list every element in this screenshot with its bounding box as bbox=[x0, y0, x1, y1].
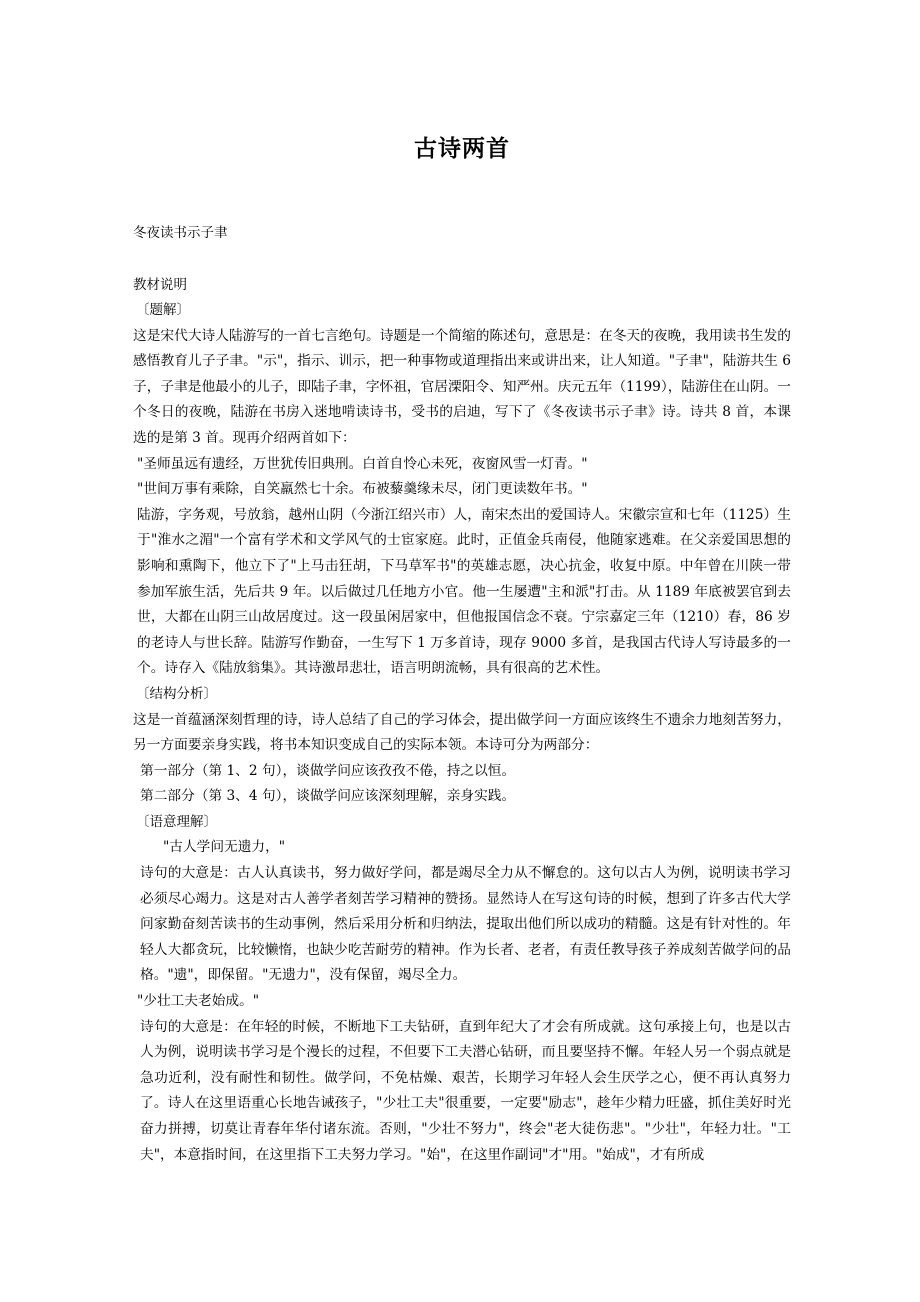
paragraph-explanation-1: 诗句的大意是：古人认真读书，努力做好学问，都是竭尽全力从不懈怠的。这句以古人为例，说明读书学习必须尽心竭力。这是对古人善学者刻苦学习精神的赞扬。显然诗人在写这句诗的时候，想到了许多古代大学问家勤奋刻苦读书的生动事例，然后采用分析和归纳法，提取出他们所以成功的精髓。这是有针对性的。年轻人大都贪玩，比较懒惰，也缺少吃苦耐劳的精神。作为长者、老者，有责任教导孩子养成刻苦做学问的品格。"遗"，即保留。"无遗力"，没有保留，竭尽全力。 bbox=[140, 865, 791, 984]
paragraph-tijie-biography: 陆游，字务观，号放翁，越州山阴（今浙江绍兴市）人，南宋杰出的爱国诗人。宋徽宗宣和七年（1125）生于"淮水之湄"一个富有学术和文学风气的士宦家庭。此时，正值金兵南侵，他随家逃难。在父亲爱国思想的影响和熏陶下，他立下了"上马击狂胡，下马草军书"的英雄志愿，决心抗金，收复中原。中年曾在川陕一带参加军旅生活，先后共 9 年。以后做过几任地方小官。他一生屡遭"主和派"打击。从 1189 年底被罢官到去世，大都在山阴三山故居度过。这一段虽闲居家中，但他报国信念不衰。宁宗嘉定三年（1210）春，86 岁的老诗人与世长辞。陆游写作勤奋，一生写下 1 万多首诗，现存 9000 多首，是我国古代诗人写诗最多的一个。诗存入《陆放翁集》。其诗激昂悲壮，语言明朗流畅，具有很高的艺术性。 bbox=[137, 506, 791, 677]
poem-title: 冬夜读书示子聿 bbox=[133, 225, 228, 241]
subsection-heading-yuyilijie: 〔语意理解〕 bbox=[136, 813, 217, 830]
subsection-heading-jiegoufenxi: 〔结构分析〕 bbox=[136, 685, 217, 702]
page-title: 古诗两首 bbox=[414, 136, 510, 162]
paragraph-quote-line-1: "古人学问无遗力，" bbox=[163, 839, 286, 856]
paragraph-explanation-2: 诗句的大意是：在年轻的时候，不断地下工夫钻研，直到年纪大了才会有所成就。这句承接上句，也是以古人为例，说明读书学习是个漫长的过程，不但要下工夫潜心钻研，而且要坚持不懈。年轻人另一个弱点就是急功近利，没有耐性和韧性。做学问，不免枯燥、艰苦，长期学习年轻人会生厌学之心，便不再认真努力了。诗人在这里语重心长地告诫孩子，"少壮工夫"很重要，一定要"励志"，趁年少精力旺盛，抓住美好时光奋力拼搏，切莫让青春年华付诸东流。否则，"少壮不努力"，终会"老大徒伤悲"。"少壮"，年轻力壮。"工夫"，本意指时间，在这里指下工夫努力学习。"始"，在这里作副词"才"用。"始成"，才有所成 bbox=[140, 1018, 791, 1163]
paragraph-quote-line-2: "少壮工夫老始成。" bbox=[137, 993, 260, 1010]
paragraph-tijie-1: 这是宋代大诗人陆游写的一首七言绝句。诗题是一个简缩的陈述句，意思是：在冬天的夜晚，我用读书生发的感悟教育儿子子聿。"示"，指示、训示，把一种事物或道理指出来或讲出来，让人知道。"子聿"，陆游共生 6 子，子聿是他最小的儿子，即陆子聿，字怀祖，官居溧阳令、知严州。庆元五年（1199），陆游住在山阴。一个冬日的夜晚，陆游在书房入迷地啃读诗书，受书的启迪，写下了《冬夜读书示子聿》诗。诗共 8 首，本课选的是第 3 首。现再介绍两首如下： bbox=[133, 327, 791, 446]
subsection-heading-tijie: 〔题解〕 bbox=[136, 302, 190, 318]
paragraph-structure-part-2: 第二部分（第 3、4 句），谈做学问应该深刻理解，亲身实践。 bbox=[140, 788, 516, 805]
paragraph-tijie-poem-1: "圣师虽远有遗经，万世犹传旧典刑。白首自怜心未死，夜窗风雪一灯青。" bbox=[137, 455, 588, 472]
section-heading-teaching-notes: 教材说明 bbox=[133, 277, 187, 293]
document-content bbox=[133, 0, 791, 1168]
paragraph-tijie-poem-2: "世间万事有乘除，自笑羸然七十余。布被藜羹缘未尽，闭门更读数年书。" bbox=[137, 481, 588, 498]
paragraph-structure-part-1: 第一部分（第 1、2 句），谈做学问应该孜孜不倦，持之以恒。 bbox=[140, 762, 516, 779]
paragraph-structure-1: 这是一首蕴涵深刻哲理的诗，诗人总结了自己的学习体会，提出做学问一方面应该终生不遗余力地刻苦努力，另一方面要亲身实践，将书本知识变成自己的实际本领。本诗可分为两部分： bbox=[133, 711, 791, 754]
